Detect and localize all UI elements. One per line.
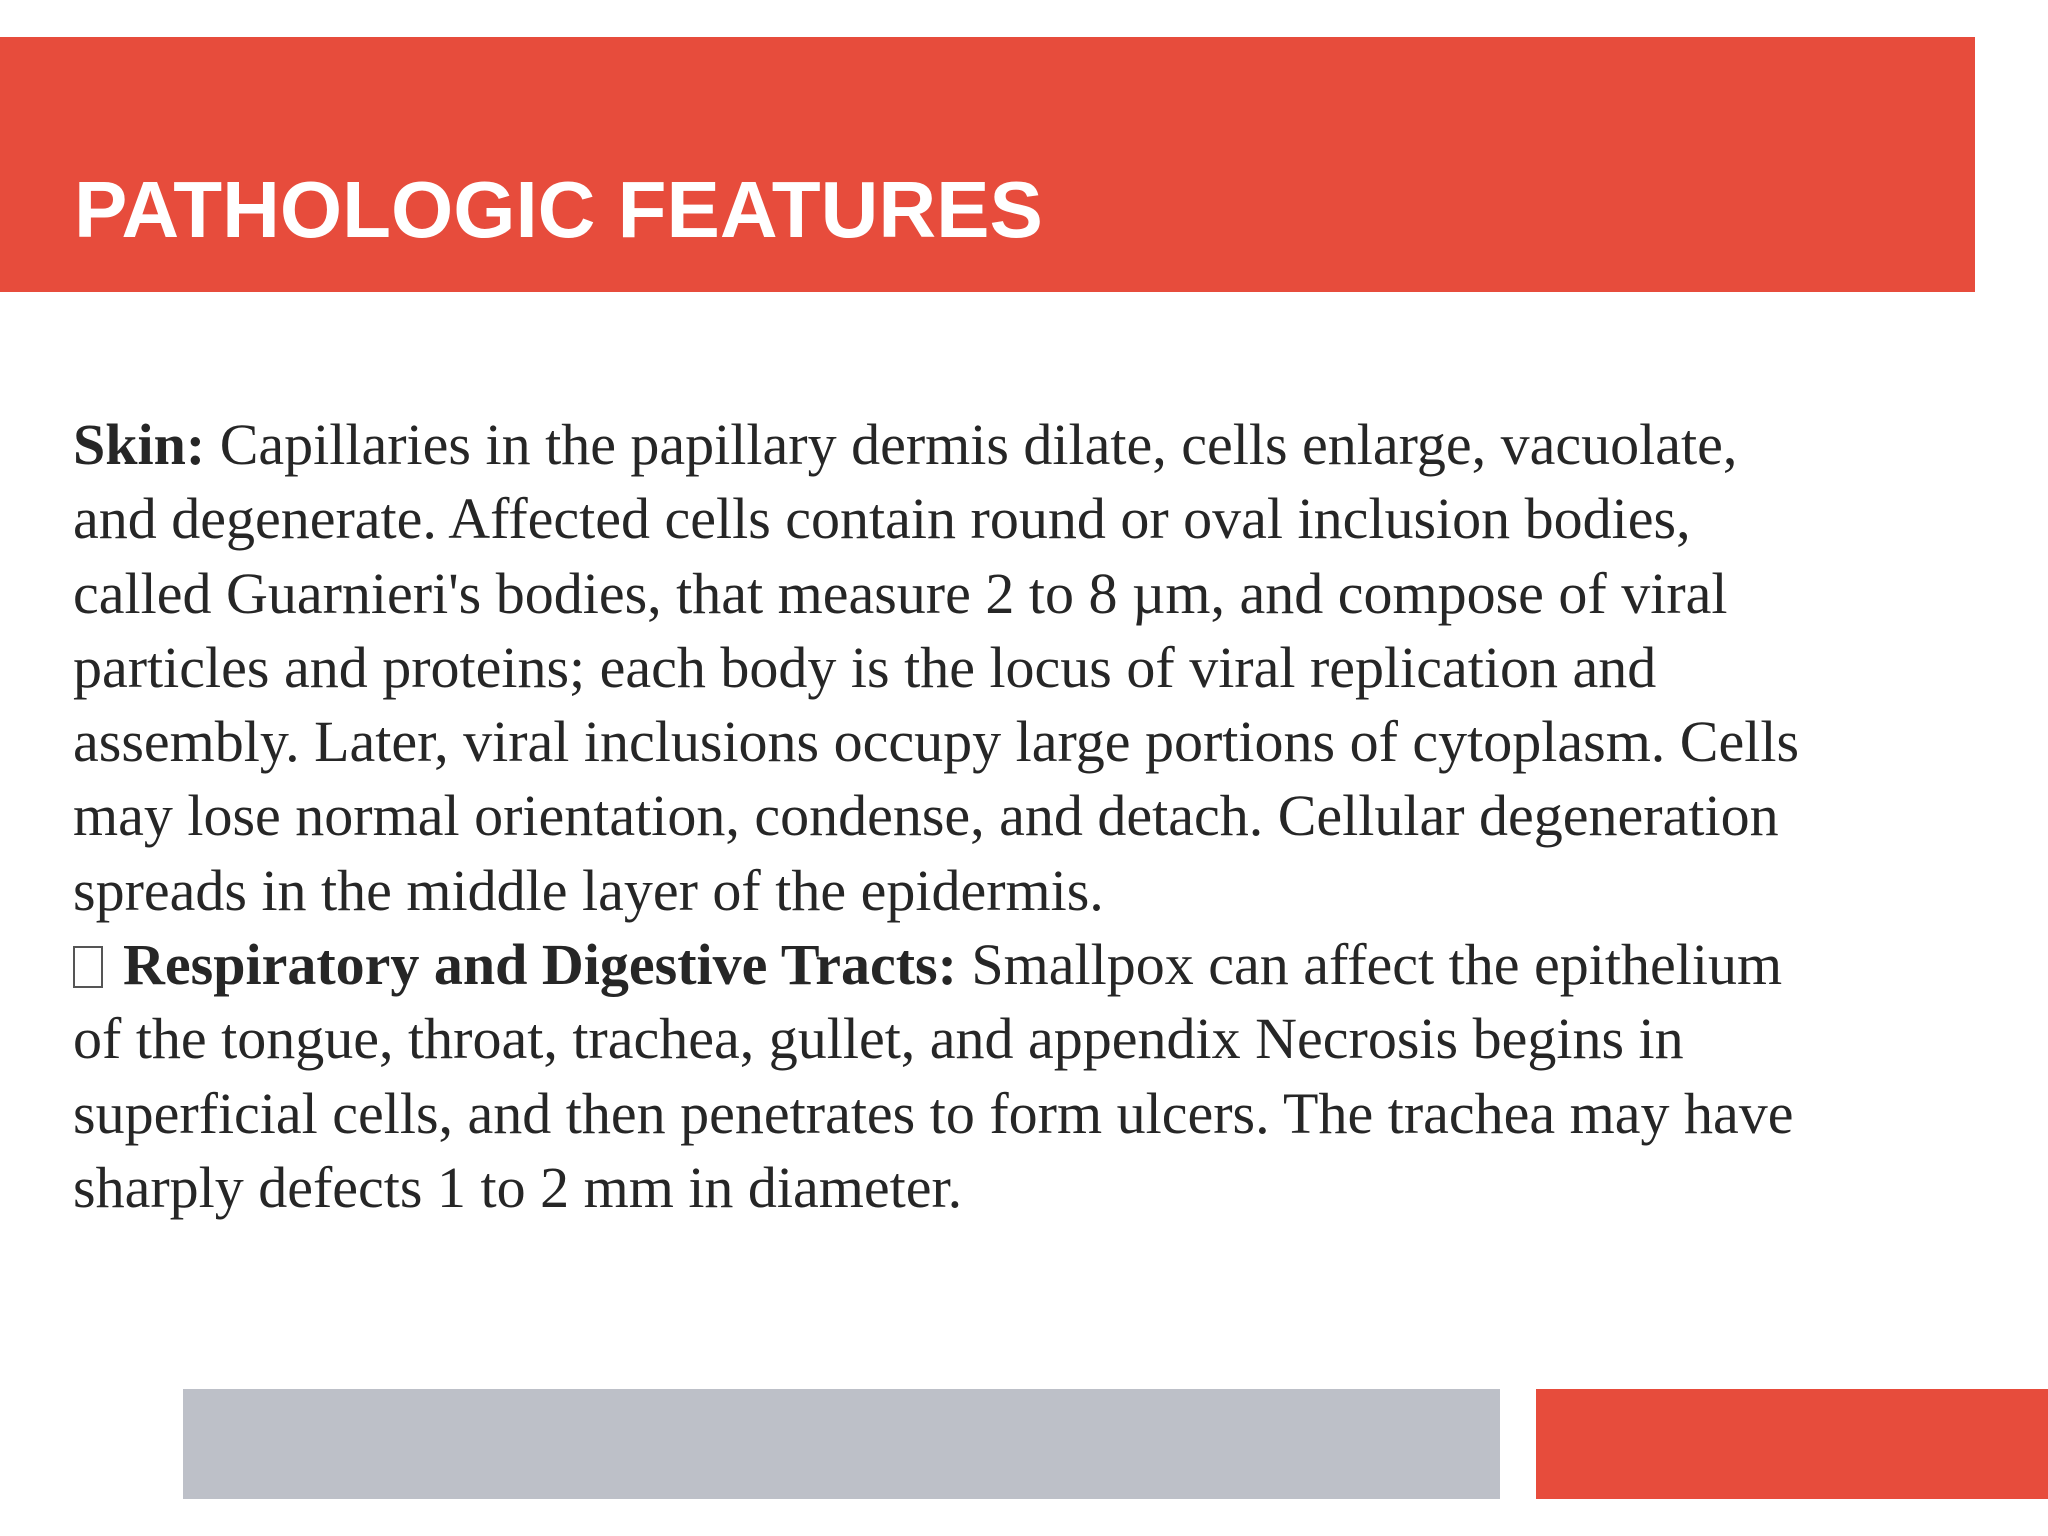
- tracts-line-2: of the tongue, throat, trachea, gullet, and appendix Necrosis begins in: [73, 1006, 1684, 1072]
- tracts-line-1: [73, 928, 1993, 1002]
- tracts-line-4: sharply defects 1 to 2 mm in diameter.: [73, 1154, 963, 1220]
- tracts-text-1: Smallpox can affect the epithelium: [956, 932, 1783, 998]
- footer-bar-gray: [183, 1389, 1500, 1499]
- skin-line-2: and degenerate. Affected cells contain round or oval inclusion bodies,: [73, 486, 1691, 552]
- slide-body: [73, 408, 1993, 1225]
- slide-title: PATHOLOGIC FEATURES: [74, 165, 1043, 254]
- skin-line-7: spreads in the middle layer of the epidermis.: [73, 857, 1104, 923]
- skin-label: Skin:: [73, 412, 206, 477]
- footer-bar-red: [1536, 1389, 2048, 1499]
- skin-line-1: [73, 408, 1993, 482]
- skin-line-3: called Guarnieri's bodies, that measure 2 to 8 µm, and compose of viral: [73, 560, 1728, 626]
- skin-line-5: assembly. Later, viral inclusions occupy large portions of cytoplasm. Cells: [73, 709, 1800, 775]
- bullet-box-icon: [73, 946, 103, 988]
- skin-text-1: Capillaries in the papillary dermis dilate, cells enlarge, vacuolate,: [205, 412, 1738, 477]
- skin-line-6: may lose normal orientation, condense, and detach. Cellular degeneration: [73, 783, 1779, 849]
- tracts-label: Respiratory and Digestive Tracts:: [123, 932, 957, 998]
- skin-line-4: particles and proteins; each body is the locus of viral replication and: [73, 634, 1657, 700]
- tracts-line-3: superficial cells, and then penetrates to form ulcers. The trachea may have: [73, 1080, 1794, 1146]
